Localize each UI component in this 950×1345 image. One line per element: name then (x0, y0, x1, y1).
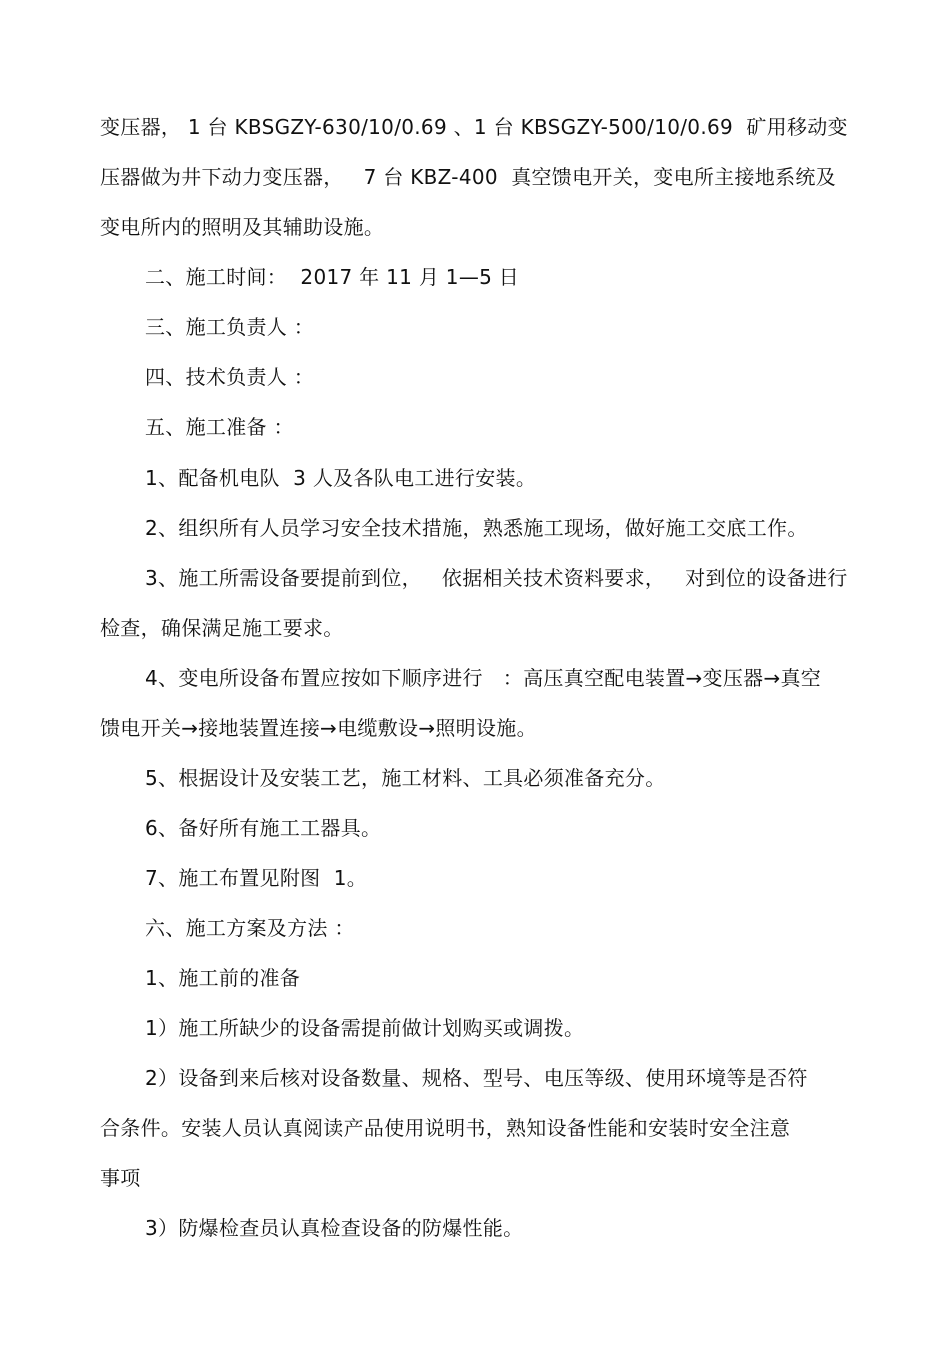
paragraph-line: 合条件。安装人员认真阅读产品使用说明书，熟知设备性能和安装时安全注意 (100, 1116, 791, 1140)
list-item: 2）设备到来后核对设备数量、规格、型号、电压等级、使用环境等是否符 (145, 1066, 808, 1090)
list-item: 1、配备机电队 3 人及各队电工进行安装。 (145, 466, 537, 490)
list-item: 3、施工所需设备要提前到位， 依据相关技术资料要求， 对到位的设备进行 (145, 566, 848, 590)
list-item: 4、变电所设备布置应按如下顺序进行 ：高压真空配电装置→变压器→真空 (145, 666, 822, 690)
list-item: 1、施工前的准备 (145, 966, 301, 990)
list-item: 5、根据设计及安装工艺，施工材料、工具必须准备充分。 (145, 766, 666, 790)
paragraph-line: 检查，确保满足施工要求。 (100, 616, 344, 640)
section-heading: 四、技术负责人 ： (145, 365, 315, 389)
paragraph-line: 事项 (100, 1166, 141, 1190)
list-item: 6、备好所有施工工器具。 (145, 816, 382, 840)
paragraph-line: 变电所内的照明及其辅助设施。 (100, 215, 385, 239)
list-item: 3）防爆检查员认真检查设备的防爆性能。 (145, 1216, 524, 1240)
section-heading: 六、施工方案及方法 ： (145, 916, 355, 940)
list-item: 1）施工所缺少的设备需提前做计划购买或调拨。 (145, 1016, 585, 1040)
section-heading: 三、施工负责人 ： (145, 315, 315, 339)
paragraph-line: 压器做为井下动力变压器， 7 台 KBZ-400 真空馈电开关，变电所主接地系统及 (100, 165, 837, 189)
list-item: 7、施工布置见附图 1。 (145, 866, 368, 890)
section-heading: 二、施工时间： 2017 年 11 月 1—5 日 (145, 265, 520, 289)
paragraph-line: 变压器， 1 台 KBSGZY-630/10/0.69 、1 台 KBSGZY-500/10/0.69 矿用移动变 (100, 115, 848, 139)
section-heading: 五、施工准备 ： (145, 415, 294, 439)
paragraph-line: 馈电开关→接地装置连接→电缆敷设→照明设施。 (100, 716, 537, 740)
list-item: 2、组织所有人员学习安全技术措施，熟悉施工现场，做好施工交底工作。 (145, 516, 808, 540)
